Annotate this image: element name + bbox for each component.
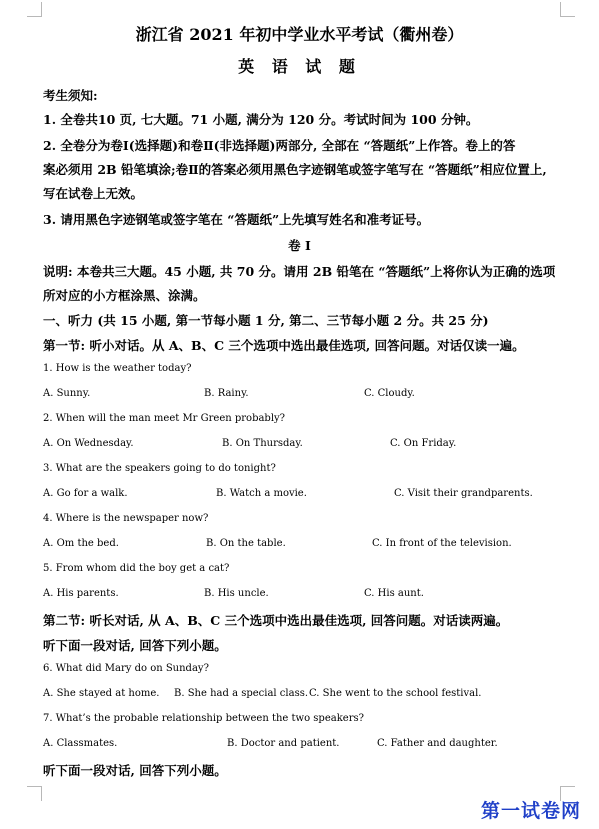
question-2-option-a: A. On Wednesday. (43, 438, 134, 449)
notice-line-1: 1. 全卷共10 页, 七大题。71 小题, 满分为 120 分。考试时间为 100 分钟。 (43, 112, 479, 127)
question-7-option-a: A. Classmates. (43, 738, 118, 749)
question-1: 1. How is the weather today? (43, 363, 192, 374)
part-1-heading: 第一节: 听小对话。从 A、B、C 三个选项中选出最佳选项, 回答问题。对话仅读一遍。 (43, 338, 525, 353)
section-listening-heading: 一、听力 (共 15 小题, 第一节每小题 1 分, 第二、三节每小题 2 分。共 25 分) (43, 313, 489, 328)
exam-title: 浙江省 2021 年初中学业水平考试（衢州卷） (135, 25, 464, 44)
notice-line-2b: 案必须用 2B 铅笔填涂;卷Ⅱ的答案必须用黑色字迹钢笔或签字笔写在 “答题纸”相应位置上, (43, 162, 547, 177)
listen-instruction-1: 听下面一段对话, 回答下列小题。 (43, 638, 227, 653)
instructions-line-1: 说明: 本卷共三大题。45 小题, 共 70 分。请用 2B 铅笔在 “答题纸”上将你认为正确的选项 (43, 264, 556, 279)
question-7-option-c: C. Father and daughter. (377, 738, 498, 749)
exam-subtitle: 英 语 试 题 (238, 57, 361, 76)
question-4: 4. Where is the newspaper now? (43, 513, 209, 524)
question-3-option-a: A. Go for a walk. (43, 488, 128, 499)
question-2: 2. When will the man meet Mr Green probably? (43, 413, 286, 424)
notice-line-2c: 写在试卷上无效。 (43, 186, 144, 201)
question-2-option-c: C. On Friday. (390, 438, 457, 449)
question-5-option-b: B. His uncle. (204, 588, 269, 599)
paper-heading: 卷 I (288, 238, 311, 253)
part-2-heading: 第二节: 听长对话, 从 A、B、C 三个选项中选出最佳选项, 回答问题。对话读两遍。 (43, 613, 509, 628)
question-5: 5. From whom did the boy get a cat? (43, 563, 230, 574)
notice-heading: 考生须知: (43, 88, 98, 103)
question-5-option-c: C. His aunt. (364, 588, 424, 599)
question-6-option-c: C. She went to the school festival. (309, 688, 482, 699)
question-1-option-a: A. Sunny. (43, 388, 91, 399)
question-3: 3. What are the speakers going to do tonight? (43, 463, 276, 474)
instructions-line-2: 所对应的小方框涂黑、涂满。 (43, 288, 206, 303)
question-3-option-c: C. Visit their grandparents. (394, 488, 533, 499)
question-7-option-b: B. Doctor and patient. (227, 738, 340, 749)
crop-mark-top-right (560, 2, 575, 17)
question-2-option-b: B. On Thursday. (222, 438, 303, 449)
question-7: 7. What’s the probable relationship between the two speakers? (43, 713, 364, 724)
question-5-option-a: A. His parents. (43, 588, 119, 599)
notice-line-2a: 2. 全卷分为卷Ⅰ(选择题)和卷Ⅱ(非选择题)两部分, 全部在 “答题纸”上作答。卷上的答 (43, 138, 516, 153)
question-6-option-b: B. She had a special class. (174, 688, 309, 699)
crop-mark-top-left (27, 2, 42, 17)
crop-mark-bottom-left (27, 786, 42, 801)
listen-instruction-2: 听下面一段对话, 回答下列小题。 (43, 763, 227, 778)
notice-line-3: 3. 请用黑色字迹钢笔或签字笔在 “答题纸”上先填写姓名和准考证号。 (43, 212, 430, 227)
question-4-option-b: B. On the table. (206, 538, 286, 549)
question-1-option-c: C. Cloudy. (364, 388, 415, 399)
site-watermark: 第一试卷网 (480, 800, 581, 822)
question-6-option-a: A. She stayed at home. (43, 688, 160, 699)
question-4-option-a: A. Om the bed. (43, 538, 119, 549)
question-1-option-b: B. Rainy. (204, 388, 249, 399)
question-3-option-b: B. Watch a movie. (216, 488, 307, 499)
question-4-option-c: C. In front of the television. (372, 538, 512, 549)
question-6: 6. What did Mary do on Sunday? (43, 663, 209, 674)
